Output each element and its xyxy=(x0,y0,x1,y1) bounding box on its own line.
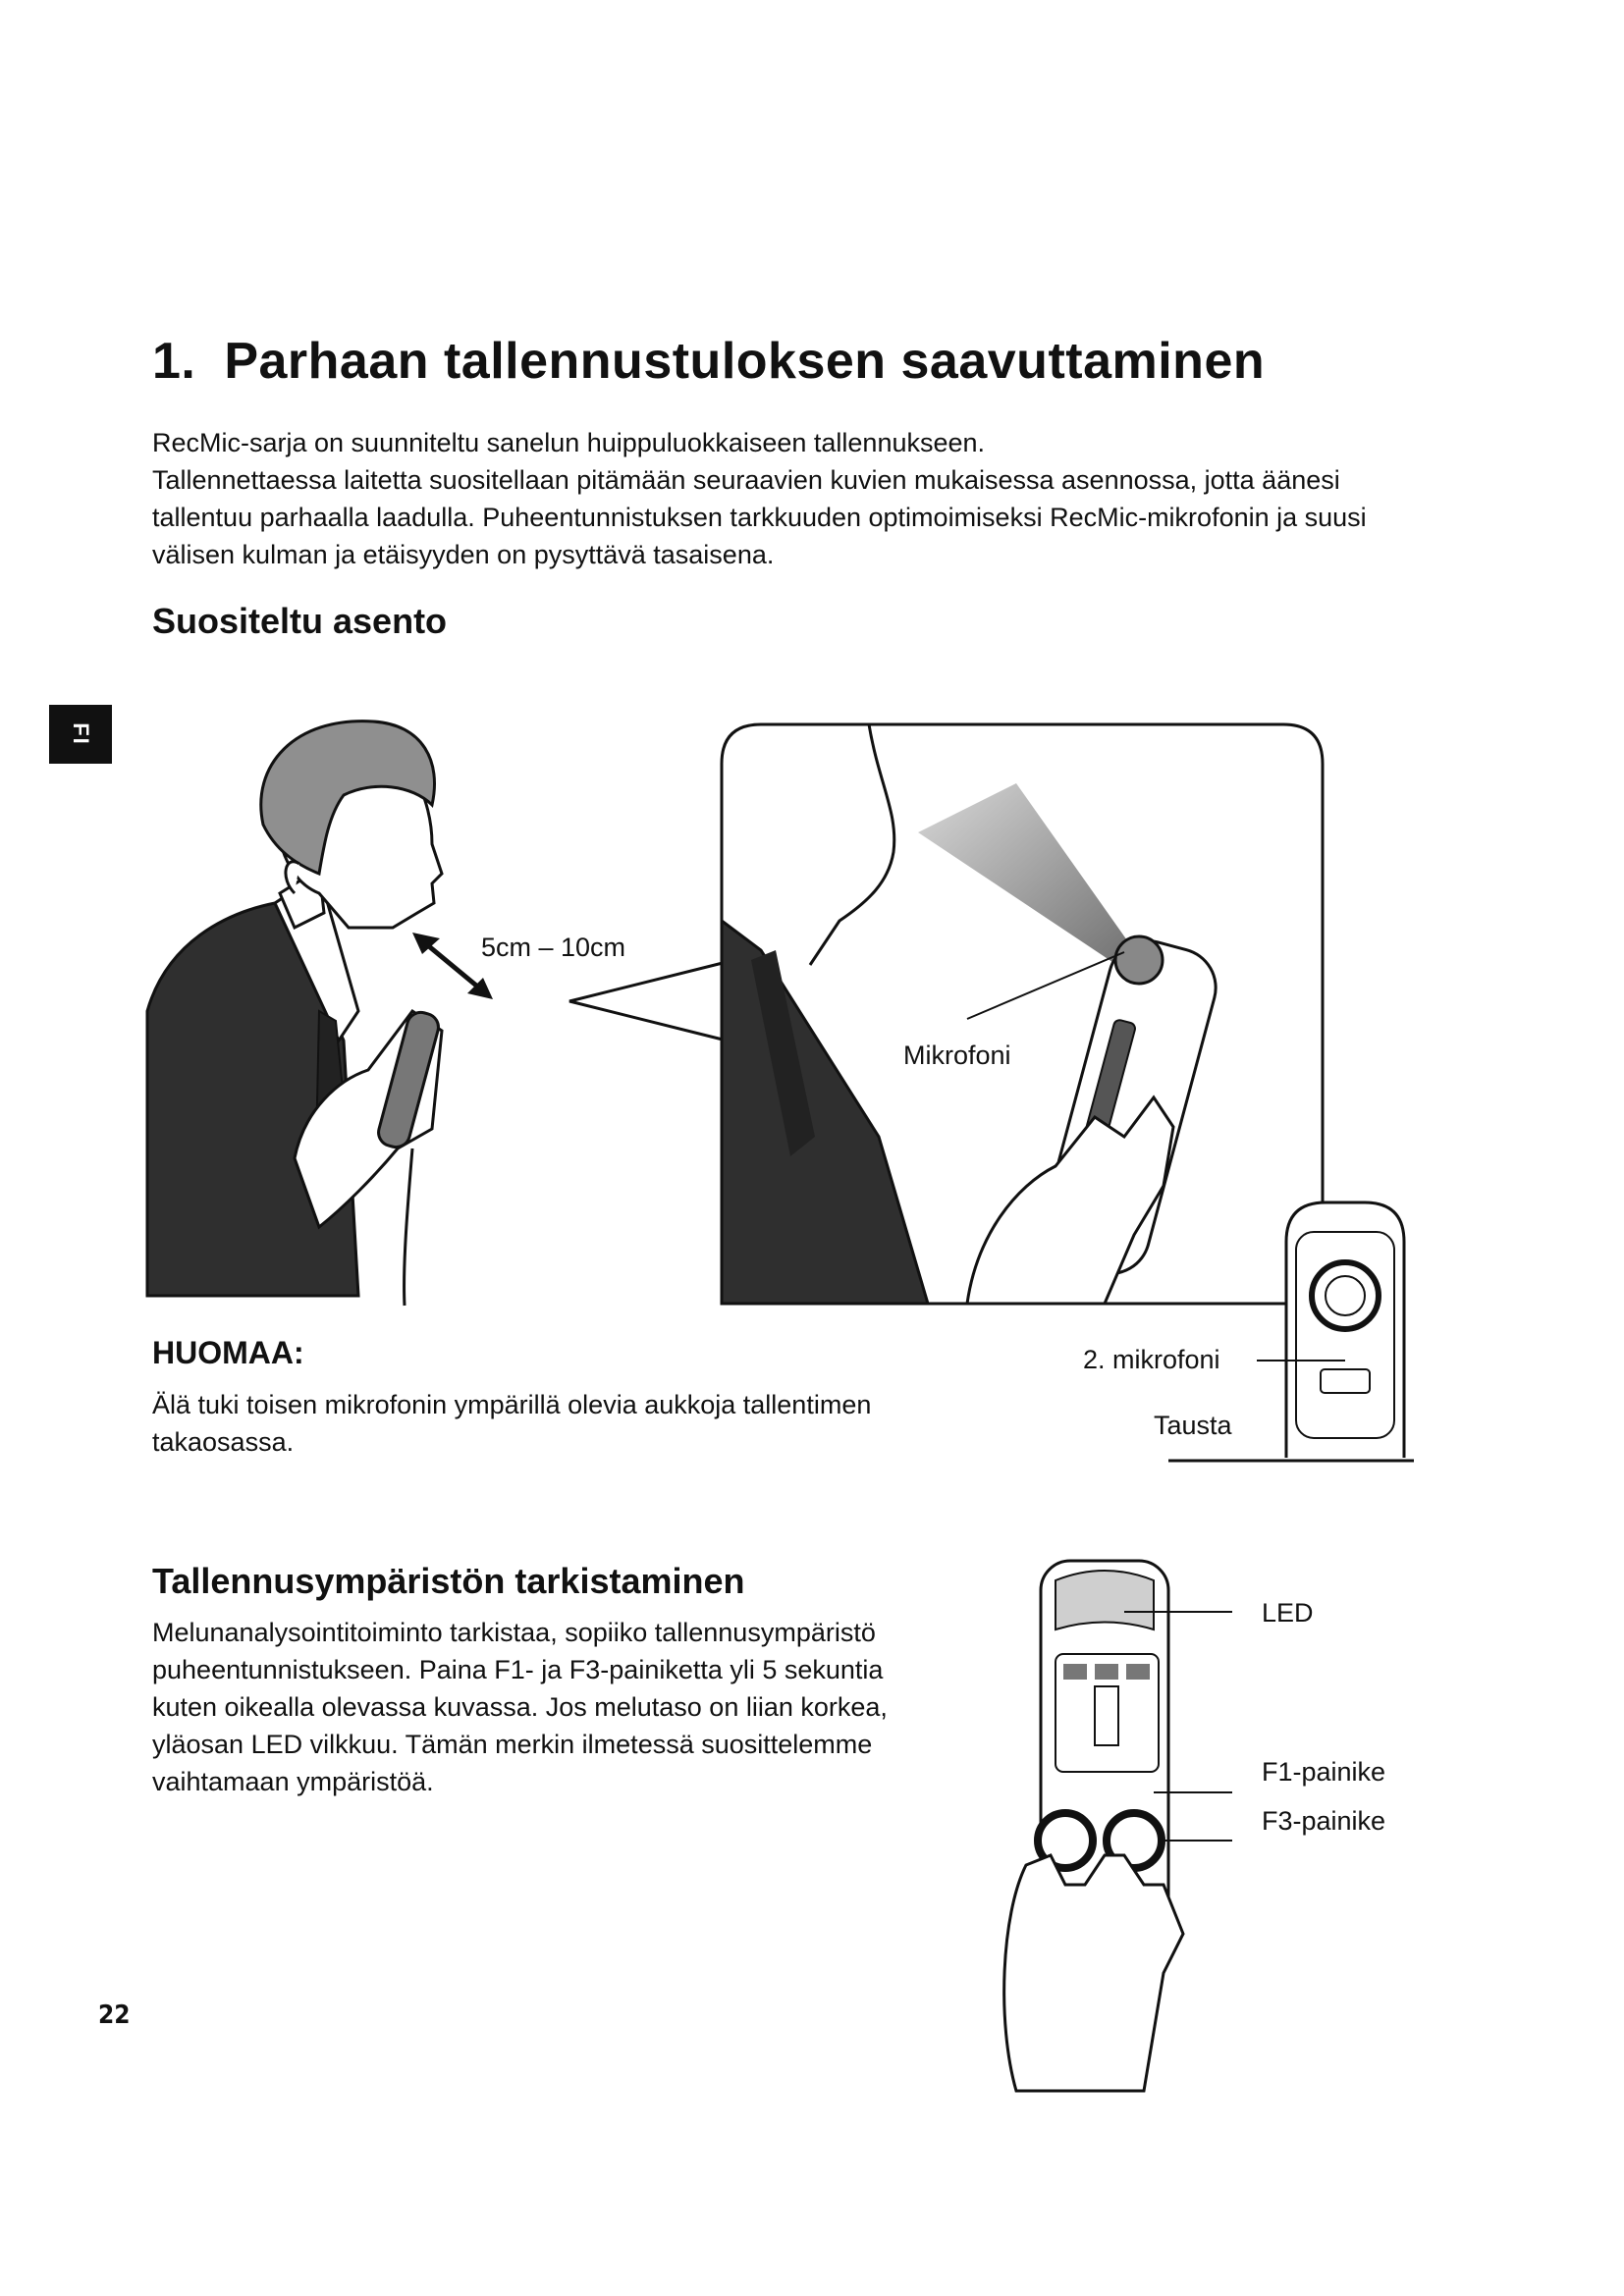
heading-text: Parhaan tallennustuloksen saavuttaminen xyxy=(224,333,1266,390)
mic-label: Mikrofoni xyxy=(903,1041,1011,1070)
intro-line-2: Tallennettaessa laitetta suositellaan pitämään seuraavien kuvien mukaisessa asennossa, jotta äänesi tallentuu parhaalla laadulla. Puheentunnistuksen tarkkuuden optimoimiseksi RecMic-mikrofonin ja suusi välisen kulman ja etäisyyden on pysyttävä tasaisena. xyxy=(152,465,1367,569)
f1-label: F1-painike xyxy=(1262,1757,1386,1787)
callout-pointer xyxy=(569,962,746,1041)
device-front-illustration xyxy=(957,1561,1193,2091)
led-label: LED xyxy=(1262,1598,1314,1628)
recommended-position-heading: Suositeltu asento xyxy=(152,601,448,641)
mic-closeup-illustration xyxy=(722,724,1323,1304)
heading-number: 1. xyxy=(152,333,196,390)
page-title xyxy=(152,332,1265,391)
environment-body: Melunanalysointitoiminto tarkistaa, sopiiko tallennusympäristö puheentunnistukseen. Paina F1- ja F3-painiketta yli 5 sekuntia kuten oikealla olevassa kuvassa. Jos melutaso on liian korkea, yläosan LED vilkkuu. Tämän merkin ilmetessä suosittelemme vaihtamaan ympäristöä. xyxy=(152,1618,888,1796)
intro-paragraph xyxy=(152,424,1429,573)
distance-label: 5cm – 10cm xyxy=(481,933,626,962)
language-tab xyxy=(49,705,112,764)
note-title: HUOMAA: xyxy=(152,1335,304,1370)
f3-label: F3-painike xyxy=(1262,1806,1386,1836)
page-number: 22 xyxy=(98,2001,131,2030)
environment-heading: Tallennusympäristön tarkistaminen xyxy=(152,1561,745,1601)
intro-line-1: RecMic-sarja on suunniteltu sanelun huippuluokkaiseen tallennukseen. xyxy=(152,428,986,457)
language-tab-label: FI xyxy=(69,722,93,746)
second-mic-label: 2. mikrofoni xyxy=(1083,1345,1220,1374)
note-body: Älä tuki toisen mikrofonin ympärillä olevia aukkoja tallentimen takaosassa. xyxy=(152,1390,872,1457)
back-label: Tausta xyxy=(1154,1411,1232,1440)
